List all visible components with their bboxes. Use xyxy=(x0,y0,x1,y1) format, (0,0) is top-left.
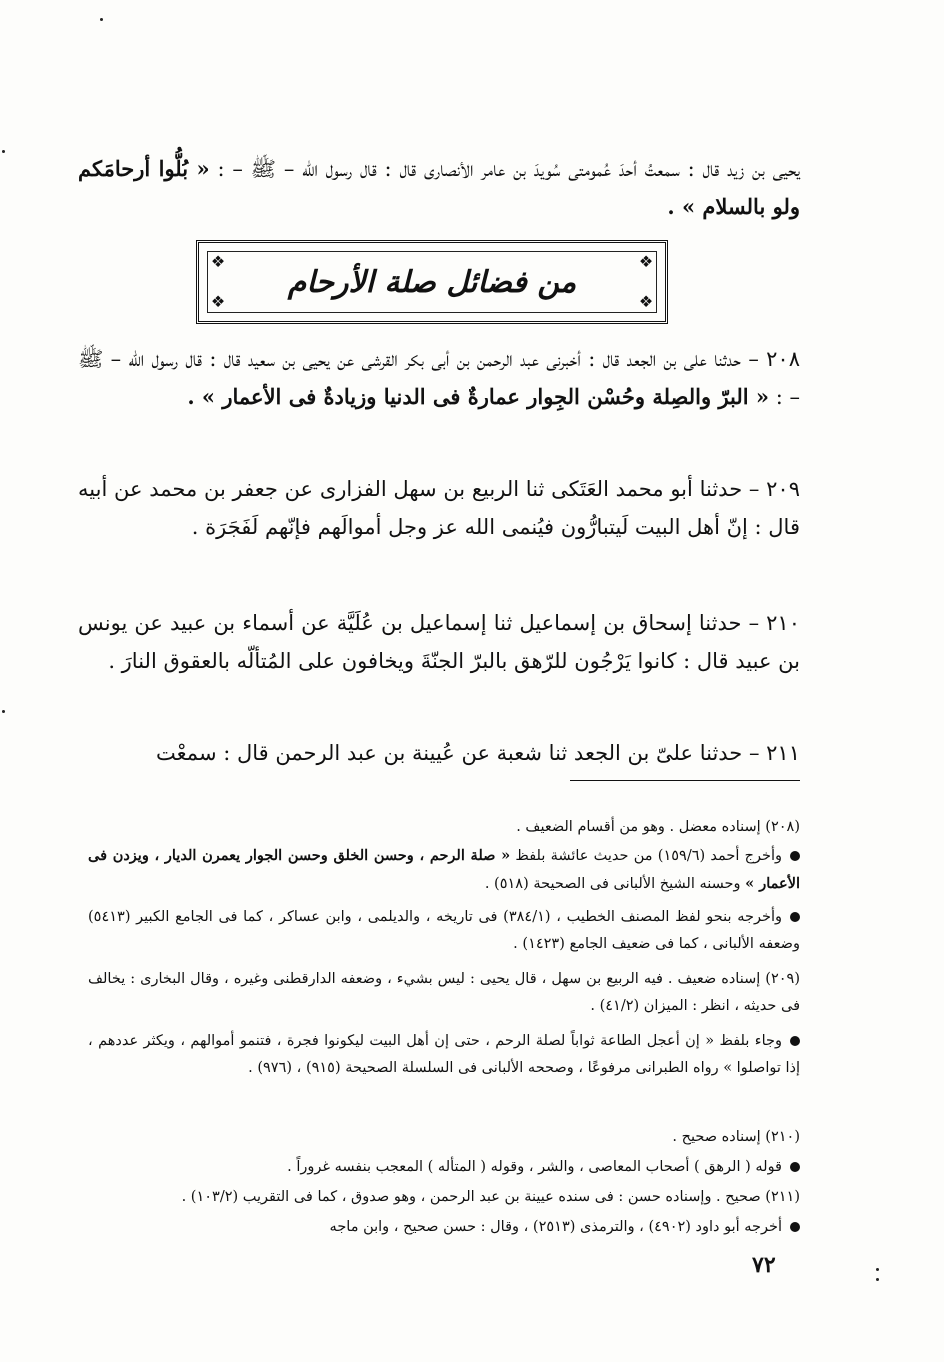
section-title: من فضائل صلة الأرحام xyxy=(287,264,577,300)
top-paragraph xyxy=(78,150,800,226)
scan-speck xyxy=(2,710,5,713)
footnote-208-bullet2 xyxy=(88,904,800,958)
bullet-icon xyxy=(790,1222,800,1232)
footnote-divider xyxy=(570,780,800,781)
bullet-icon xyxy=(790,1036,800,1046)
scan-speck xyxy=(876,1278,879,1281)
footnote-209-bullet1 xyxy=(88,1028,800,1082)
bullet-icon xyxy=(790,1162,800,1172)
scan-speck xyxy=(876,1268,879,1271)
scan-speck xyxy=(100,18,103,21)
section-header-frame xyxy=(196,240,668,324)
footnote-211-text: (٢١١) صحيح . وإسناده حسن : فى سنده عيينة بن عبد الرحمن ، وهو صدوق ، كما فى التقريب (١٠٣/٢) . xyxy=(181,1189,800,1205)
footnote-209-text: (٢٠٩) إسناده ضعيف . فيه الربيع بن سهل ، قال يحيى : ليس بشيء ، وضعفه الدارقطنى وغيره ، وقال البخارى : يخالف فى حديثه ، انظر : الميزان (٤١/٢) . xyxy=(88,971,800,1014)
footnote-211 xyxy=(88,1184,800,1211)
footnote-209-b1-text: وجاء بلفظ « إن أعجل الطاعة ثواباً لصلة الرحم ، حتى إن أهل البيت ليكونوا فجرة ، فتنمو أموالهم ، ويكثر عددهم ، إذا تواصلوا » رواه الطبرانى مرفوعًا ، وصححه الألبانى فى السلسلة الصحيحة (٩١٥) ، (٩٧٦) . xyxy=(88,1033,800,1076)
footnote-210-bullet1 xyxy=(88,1154,800,1181)
footnote-208-text: (٢٠٨) إسناده معضل . وهو من أقسام الضعيف . xyxy=(516,819,800,835)
footnote-208-b1-a: وأخرج أحمد (١٥٩/٦) من حديث عائشة بلفظ xyxy=(510,848,782,864)
ornament-icon: ❖ xyxy=(638,292,654,311)
top-line2-plain: الله – ﷺ – : xyxy=(209,157,318,181)
hadith-210 xyxy=(78,604,800,680)
hadith-211 xyxy=(78,734,800,772)
hadith-208-bold: « البرّ والصِلة وحُسْن الجِوار عمارةٌ فى الدنيا وزيادةٌ فى الأعمار » . xyxy=(187,384,770,409)
bullet-icon xyxy=(790,912,800,922)
hadith-208-text: ٢٠٨ – حدثنا على بن الجعد قال : أخبرنى عبد الرحمن بن أبى بكر القرشى عن يحيى بن سعيد قال : قال رسول الله – ﷺ – : xyxy=(78,347,800,409)
page-number: ٧٢ xyxy=(752,1252,776,1278)
footnote-208-b2-text: وأخرجه بنحو لفظ المصنف الخطيب ، (٣٨٤/١) فى تاريخه ، والديلمى ، وابن عساكر ، كما فى الجامع الكبير (٥٤١٣) وضعفه الألبانى ، كما فى ضعيف الجامع (١٤٢٣) . xyxy=(88,909,800,952)
ornament-icon: ❖ xyxy=(638,252,654,271)
footnote-210-text: (٢١٠) إسناده صحيح . xyxy=(672,1129,800,1145)
hadith-208 xyxy=(78,340,800,416)
footnote-208-bullet1 xyxy=(88,842,800,898)
ornament-icon: ❖ xyxy=(210,292,226,311)
bullet-icon xyxy=(790,851,800,861)
scan-speck xyxy=(2,150,5,153)
footnote-209 xyxy=(88,966,800,1020)
ornament-icon: ❖ xyxy=(210,252,226,271)
hadith-210-text: ٢١٠ – حدثنا إسحاق بن إسماعيل ثنا إسماعيل بن عُلَيَّة عن أسماء بن عبيد عن يونس بن عبيد قال : كانوا يَرْجُون للرّهق بالبرّ الجنّةَ ويخافون على المُتألّه بالعقوق النارَ . xyxy=(78,611,800,673)
top-line1: يحيى بن زيد قال : سمعتُ أحدَ عُمومتى سُويدَ بن عامر الأنصارى قال : قال رسول xyxy=(325,157,800,181)
hadith-209 xyxy=(78,470,800,546)
hadith-211-text: ٢١١ – حدثنا علىّ بن الجعد ثنا شعبة عن عُيينة بن عبد الرحمن قال : سمعْت xyxy=(156,741,800,765)
footnote-208-b1-c: وحسنه الشيخ الألبانى فى الصحيحة (٥١٨) . xyxy=(484,876,746,892)
footnote-210 xyxy=(88,1124,800,1151)
footnote-208 xyxy=(88,814,800,841)
footnote-211-b1-text: أخرجه أبو داود (٤٩٠٢) ، والترمذى (٢٥١٣) ، وقال : حسن صحيح ، وابن ماجه xyxy=(329,1219,782,1235)
footnote-210-b1-text: قوله ( الرهق ) أصحاب المعاصى ، والشر ، وقوله ( المتأله ) المعجب بنفسه غروراً . xyxy=(287,1159,782,1175)
top-line2-bold: « بُلُّوا أرحامَكم ولو بالسلام » . xyxy=(78,156,800,219)
footnote-208-b1-bold: « صلة الرحم ، وحسن الخلق وحسن الجوار يعمرن الديار ، ويزدن فى الأعمار » xyxy=(88,847,800,892)
hadith-209-text: ٢٠٩ – حدثنا أبو محمد العَتَكى ثنا الربيع بن سهل الفزارى عن جعفر بن محمد عن أبيه قال : إنّ أهل البيت لَيتبارُّون فيُنمى الله عز وجل أموالَهم فإنّهم لَفَجَرَة . xyxy=(78,477,800,539)
footnote-211-bullet1 xyxy=(88,1214,800,1241)
